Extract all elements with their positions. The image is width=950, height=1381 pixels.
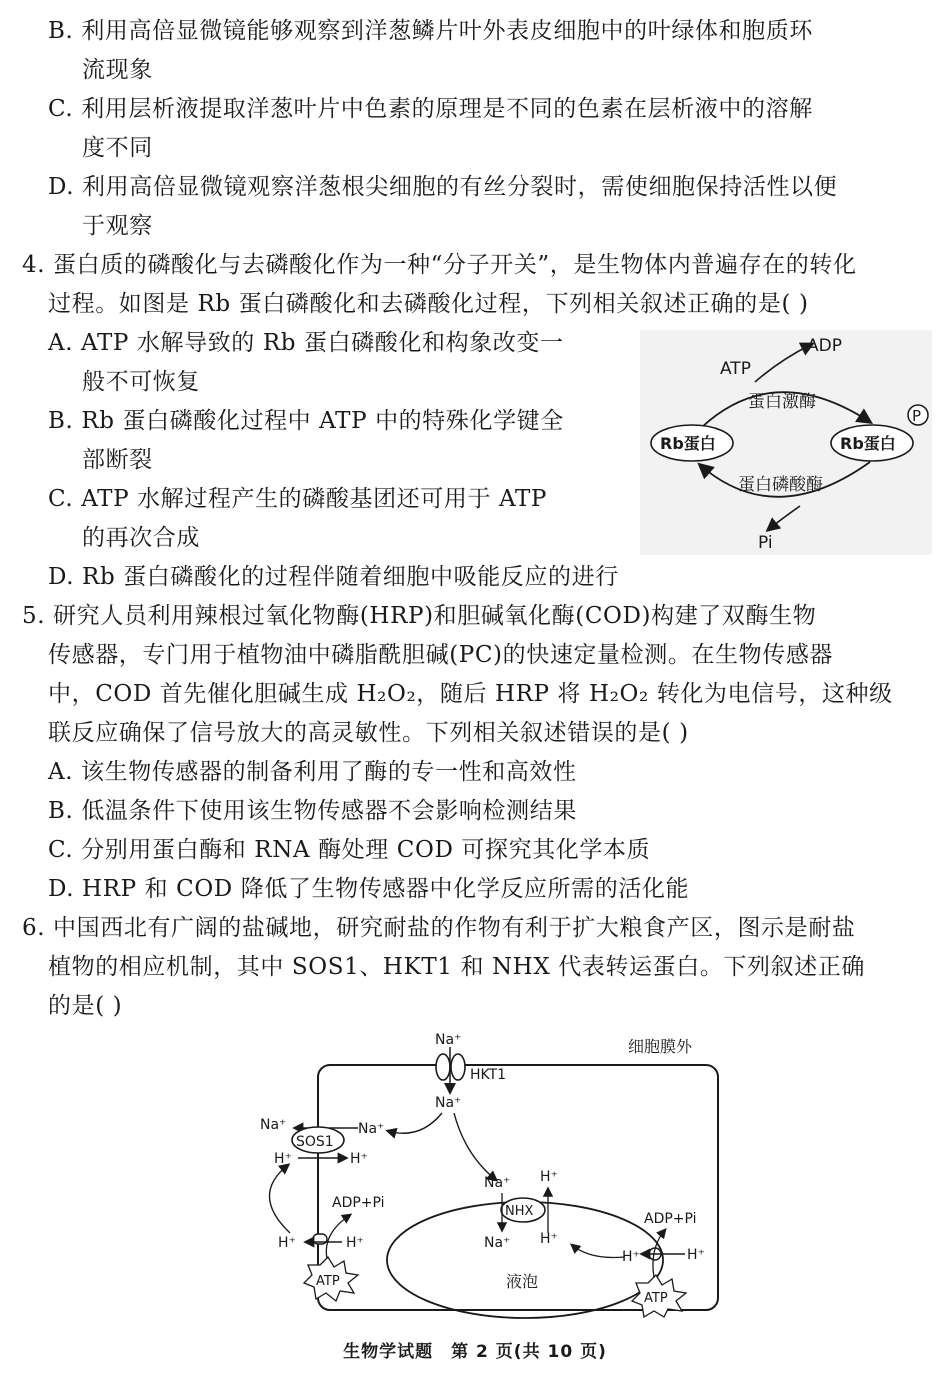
q5-stem-line4: 联反应确保了信号放大的高灵敏性。下列相关叙述错误的是( )	[48, 720, 689, 746]
q6-stem-line2: 植物的相应机制，其中 SOS1、HKT1 和 NHX 代表转运蛋白。下列叙述正确	[48, 954, 866, 980]
salt-tolerance-diagram	[250, 1025, 730, 1320]
q4-option-b-line2: 部断裂	[82, 447, 153, 473]
phosphatase-label: 蛋白磷酸酶	[738, 475, 823, 495]
pump-h-inside-left: H⁺	[346, 1235, 364, 1251]
q6-stem-line1: 6. 中国西北有广阔的盐碱地，研究耐盐的作物有利于扩大粮食产区，图示是耐盐	[22, 915, 856, 941]
pump-h-vacuole-side: H⁺	[622, 1249, 640, 1265]
adp-label: ADP	[807, 336, 842, 356]
kinase-label: 蛋白激酶	[748, 392, 816, 412]
hkt1-na-out: Na⁺	[435, 1032, 462, 1048]
q3-option-b-line2: 流现象	[82, 57, 153, 83]
sos1-label: SOS1	[296, 1134, 334, 1150]
rb-protein-left: Rb蛋白	[660, 434, 716, 453]
q4-option-a-line1: A. ATP 水解导致的 Rb 蛋白磷酸化和构象改变一	[48, 330, 564, 356]
q4-option-d: D. Rb 蛋白磷酸化的过程伴随着细胞中吸能反应的进行	[48, 564, 619, 590]
q5-option-d: D. HRP 和 COD 降低了生物传感器中化学反应所需的活化能	[48, 876, 690, 902]
q3-option-c-line2: 度不同	[82, 135, 153, 161]
hkt1-channel	[451, 1054, 465, 1080]
atp-right-label: ATP	[644, 1291, 668, 1306]
page-footer: 生物学试题 第 2 页(共 10 页)	[343, 1342, 607, 1362]
vacuole-label: 液泡	[506, 1272, 539, 1291]
atp-left-label: ATP	[316, 1274, 340, 1289]
q4-option-c-line1: C. ATP 水解过程产生的磷酸基团还可用于 ATP	[48, 486, 547, 512]
sos1-h-outside: H⁺	[274, 1151, 292, 1167]
hkt1-label: HKT1	[470, 1067, 507, 1083]
atp-label: ATP	[720, 359, 751, 379]
sos1-h-inside: H⁺	[350, 1151, 368, 1167]
nhx-h-bottom: H⁺	[540, 1231, 558, 1247]
adp-pi-right: ADP+Pi	[644, 1211, 697, 1227]
pi-label: Pi	[758, 533, 773, 553]
q3-option-b-line1: B. 利用高倍显微镜能够观察到洋葱鳞片叶外表皮细胞中的叶绿体和胞质环	[48, 18, 813, 44]
adp-pi-left: ADP+Pi	[332, 1195, 385, 1211]
q3-option-c-line1: C. 利用层析液提取洋葱叶片中色素的原理是不同的色素在层析液中的溶解	[48, 96, 813, 122]
nhx-h-top: H⁺	[540, 1169, 558, 1185]
q5-option-a: A. 该生物传感器的制备利用了酶的专一性和高效性	[48, 759, 577, 785]
rb-phosphorylation-diagram	[640, 330, 932, 555]
q3-option-d-line2: 于观察	[82, 213, 153, 239]
q5-option-c: C. 分别用蛋白酶和 RNA 酶处理 COD 可探究其化学本质	[48, 837, 651, 863]
q4-option-c-line2: 的再次合成	[82, 525, 200, 551]
q4-option-b-line1: B. Rb 蛋白磷酸化过程中 ATP 中的特殊化学键全	[48, 408, 564, 434]
q4-stem-line2: 过程。如图是 Rb 蛋白磷酸化和去磷酸化过程，下列相关叙述正确的是( )	[48, 291, 809, 317]
pump-h-cytosol-side: H⁺	[687, 1247, 705, 1263]
q4-option-a-line2: 般不可恢复	[82, 369, 200, 395]
q5-stem-line3: 中，COD 首先催化胆碱生成 H₂O₂，随后 HRP 将 H₂O₂ 转化为电信号，这种级	[48, 681, 893, 707]
sos1-na-outside: Na⁺	[260, 1117, 287, 1133]
pump-h-outside-left: H⁺	[278, 1235, 296, 1251]
q3-option-d-line1: D. 利用高倍显微镜观察洋葱根尖细胞的有丝分裂时，需使细胞保持活性以便	[48, 174, 838, 200]
q5-stem-line1: 5. 研究人员利用辣根过氧化物酶(HRP)和胆碱氧化酶(COD)构建了双酶生物	[22, 603, 817, 629]
q6-stem-line3: 的是( )	[48, 993, 123, 1019]
q4-stem-line1: 4. 蛋白质的磷酸化与去磷酸化作为一种“分子开关”，是生物体内普遍存在的转化	[22, 252, 857, 278]
q5-option-b: B. 低温条件下使用该生物传感器不会影响检测结果	[48, 798, 577, 824]
phosphate-label: P	[912, 407, 922, 425]
rb-protein-right: Rb蛋白	[840, 434, 896, 453]
q5-stem-line2: 传感器，专门用于植物油中磷脂酰胆碱(PC)的快速定量检测。在生物传感器	[48, 642, 834, 668]
nhx-label: NHX	[505, 1204, 534, 1219]
hkt1-na-in: Na⁺	[435, 1095, 462, 1111]
nhx-na-top: Na⁺	[484, 1175, 511, 1191]
sos1-na-inside: Na⁺	[358, 1121, 385, 1137]
nhx-na-bottom: Na⁺	[484, 1235, 511, 1251]
outside-label: 细胞膜外	[628, 1037, 693, 1056]
